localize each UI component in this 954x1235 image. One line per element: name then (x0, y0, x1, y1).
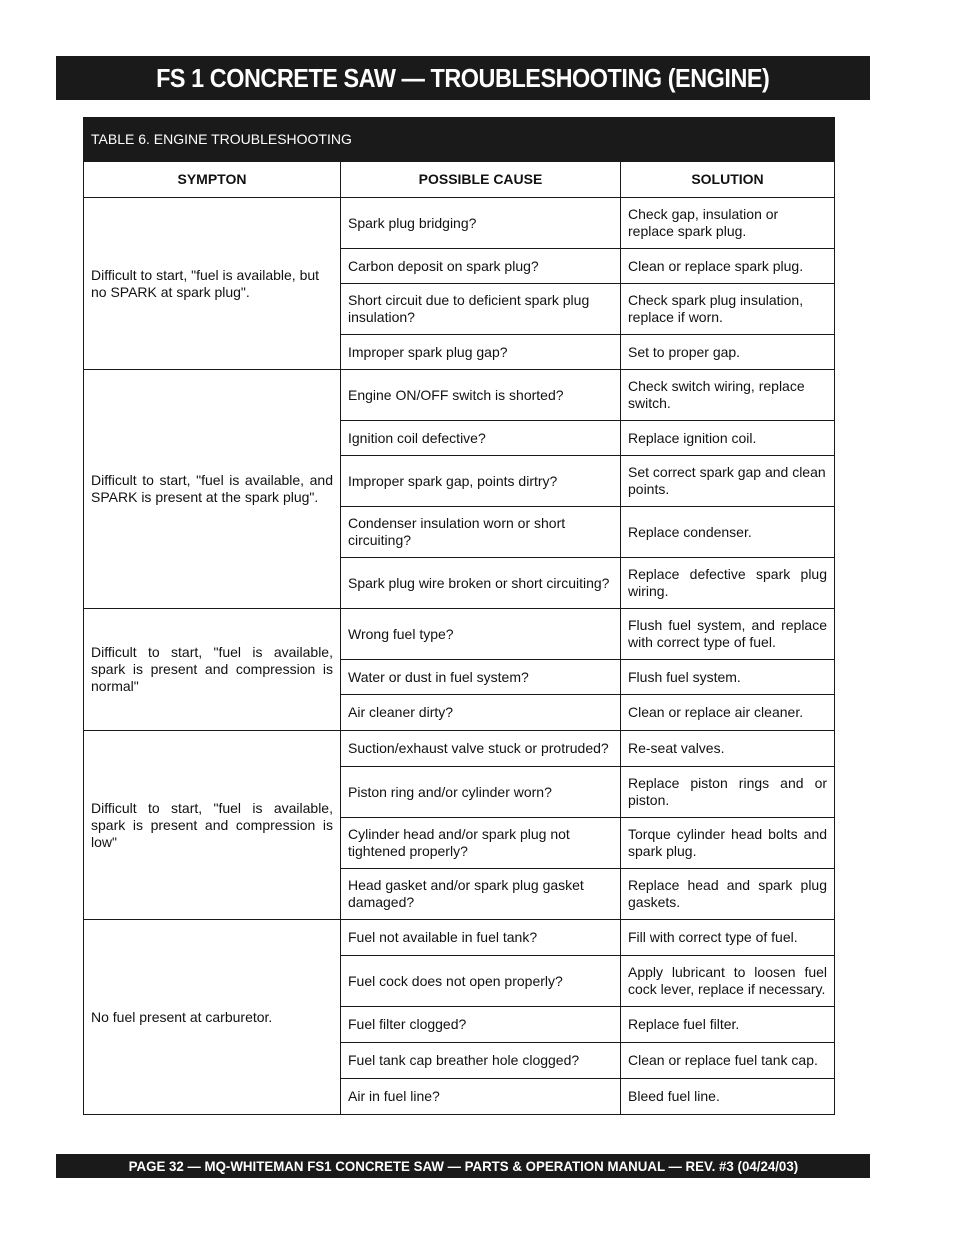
column-header-symptom: SYMPTON (84, 162, 341, 198)
cause-cell: Air cleaner dirty? (341, 695, 621, 731)
cause-cell: Ignition coil defective? (341, 421, 621, 456)
symptom-cell: Difficult to start, "fuel is available, spark is present and compression is normal" (84, 609, 341, 731)
cause-cell: Fuel not available in fuel tank? (341, 920, 621, 956)
cause-cell: Piston ring and/or cylinder worn? (341, 767, 621, 818)
troubleshooting-table (83, 117, 835, 1115)
solution-cell: Replace ignition coil. (621, 421, 835, 456)
page-title: FS 1 CONCRETE SAW — TROUBLESHOOTING (ENGINE) (156, 62, 770, 93)
solution-cell: Replace defective spark plug wiring. (621, 558, 835, 609)
table-row (84, 920, 835, 956)
cause-cell: Condenser insulation worn or short circuiting? (341, 507, 621, 558)
cause-cell: Short circuit due to deficient spark plug insulation? (341, 284, 621, 335)
cause-cell: Improper spark plug gap? (341, 335, 621, 370)
solution-cell: Check gap, insulation or replace spark plug. (621, 198, 835, 249)
table-row (84, 370, 835, 421)
cause-cell: Suction/exhaust valve stuck or protruded? (341, 731, 621, 767)
solution-cell: Clean or replace air cleaner. (621, 695, 835, 731)
solution-cell: Torque cylinder head bolts and spark plug. (621, 818, 835, 869)
table-row (84, 731, 835, 767)
cause-cell: Improper spark gap, points dirtry? (341, 456, 621, 507)
solution-cell: Replace piston rings and or piston. (621, 767, 835, 818)
solution-cell: Check spark plug insulation, replace if worn. (621, 284, 835, 335)
symptom-cell: No fuel present at carburetor. (84, 920, 341, 1115)
page-footer: PAGE 32 — MQ-WHITEMAN FS1 CONCRETE SAW — PARTS & OPERATION MANUAL — REV. #3 (04/24/03) (128, 1158, 798, 1174)
symptom-cell: Difficult to start, "fuel is available, spark is present and compression is low" (84, 731, 341, 920)
solution-cell: Clean or replace fuel tank cap. (621, 1043, 835, 1079)
cause-cell: Carbon deposit on spark plug? (341, 249, 621, 284)
cause-cell: Fuel cock does not open properly? (341, 956, 621, 1007)
page-title-bar (56, 56, 870, 100)
cause-cell: Spark plug wire broken or short circuiting? (341, 558, 621, 609)
cause-cell: Spark plug bridging? (341, 198, 621, 249)
cause-cell: Wrong fuel type? (341, 609, 621, 660)
solution-cell: Clean or replace spark plug. (621, 249, 835, 284)
table-title: TABLE 6. ENGINE TROUBLESHOOTING (84, 118, 835, 162)
solution-cell: Replace condenser. (621, 507, 835, 558)
symptom-cell: Difficult to start, "fuel is available, but no SPARK at spark plug". (84, 198, 341, 370)
cause-cell: Engine ON/OFF switch is shorted? (341, 370, 621, 421)
table-row (84, 609, 835, 660)
solution-cell: Set correct spark gap and clean points. (621, 456, 835, 507)
cause-cell: Cylinder head and/or spark plug not tightened properly? (341, 818, 621, 869)
symptom-cell: Difficult to start, "fuel is available, and SPARK is present at the spark plug". (84, 370, 341, 609)
column-header-solution: SOLUTION (621, 162, 835, 198)
cause-cell: Fuel tank cap breather hole clogged? (341, 1043, 621, 1079)
column-header-cause: POSSIBLE CAUSE (341, 162, 621, 198)
solution-cell: Apply lubricant to loosen fuel cock lever, replace if necessary. (621, 956, 835, 1007)
cause-cell: Air in fuel line? (341, 1079, 621, 1115)
table-row (84, 198, 835, 249)
solution-cell: Set to proper gap. (621, 335, 835, 370)
cause-cell: Water or dust in fuel system? (341, 660, 621, 695)
solution-cell: Bleed fuel line. (621, 1079, 835, 1115)
cause-cell: Fuel filter clogged? (341, 1007, 621, 1043)
table-body (84, 198, 835, 1115)
solution-cell: Replace fuel filter. (621, 1007, 835, 1043)
column-header-row (84, 162, 835, 198)
solution-cell: Re-seat valves. (621, 731, 835, 767)
solution-cell: Check switch wiring, replace switch. (621, 370, 835, 421)
cause-cell: Head gasket and/or spark plug gasket damaged? (341, 869, 621, 920)
solution-cell: Replace head and spark plug gaskets. (621, 869, 835, 920)
solution-cell: Flush fuel system. (621, 660, 835, 695)
solution-cell: Fill with correct type of fuel. (621, 920, 835, 956)
page-footer-bar (56, 1154, 870, 1178)
solution-cell: Flush fuel system, and replace with correct type of fuel. (621, 609, 835, 660)
